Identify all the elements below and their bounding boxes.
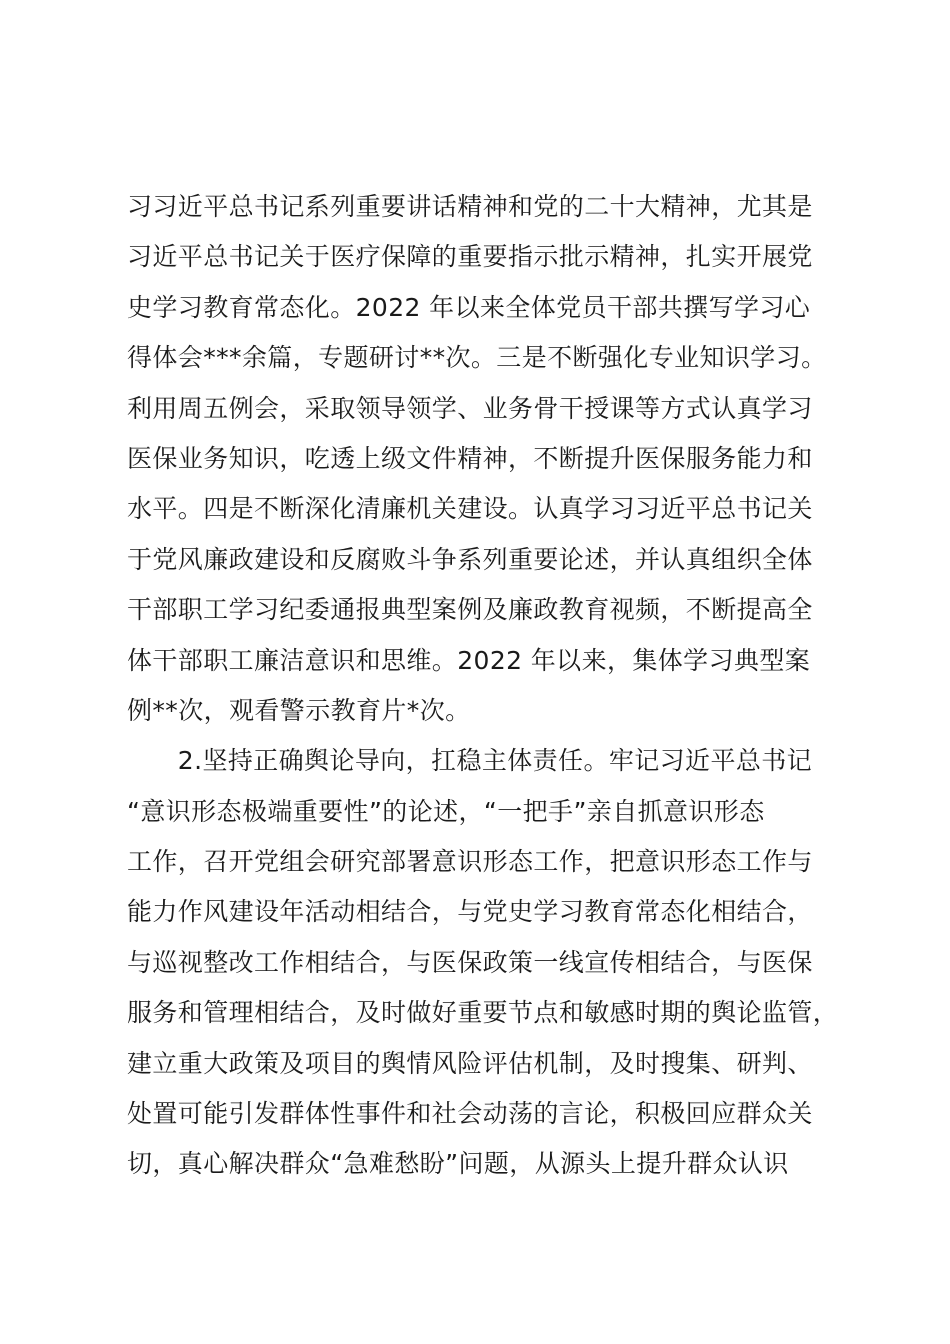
text-line: 与巡视整改工作相结合，与医保政策一线宣传相结合，与医保 [127,947,813,977]
body-text [127,182,867,1190]
text-line: 建立重大政策及项目的舆情风险评估机制，及时搜集、研判、 [127,1048,813,1078]
text-line: 工作，召开党组会研究部署意识形态工作，把意识形态工作与 [127,847,813,877]
text-line: 水平。四是不断深化清廉机关建设。认真学习习近平总书记关 [127,494,813,524]
text-line: 史学习教育常态化。2022 年以来全体党员干部共撰写学习心 [127,292,811,322]
text-line: 例**次，观看警示教育片*次。 [127,695,471,725]
text-line: 体干部职工廉洁意识和思维。2022 年以来，集体学习典型案 [127,645,811,675]
text-line: 习近平总书记关于医疗保障的重要指示批示精神，扎实开展党 [127,242,813,272]
text-line: “意识形态极端重要性”的论述，“一把手”亲自抓意识形态 [127,796,765,826]
text-line: 干部职工学习纪委通报典型案例及廉政教育视频，不断提高全 [127,595,813,625]
text-line: 能力作风建设年活动相结合，与党史学习教育常态化相结合， [127,897,813,927]
text-line: 医保业务知识，吃透上级文件精神，不断提升医保服务能力和 [127,443,813,473]
text-line: 切，真心解决群众“急难愁盼”问题，从源头上提升群众认识 [127,1149,789,1179]
text-line: 服务和管理相结合，及时做好重要节点和敏感时期的舆论监管， [127,998,839,1028]
text-line: 习习近平总书记系列重要讲话精神和党的二十大精神，尤其是 [127,192,813,221]
paragraph-heading-line: 2.坚持正确舆论导向，扛稳主体责任。牢记习近平总书记 [127,746,813,776]
text-line: 于党风廉政建设和反腐败斗争系列重要论述，并认真组织全体 [127,544,813,574]
text-line: 得体会***余篇，专题研讨**次。三是不断强化专业知识学习。 [127,343,827,373]
text-line: 利用周五例会，采取领导领学、业务骨干授课等方式认真学习 [127,393,813,423]
text-line: 处置可能引发群体性事件和社会动荡的言论，积极回应群众关 [127,1099,813,1129]
